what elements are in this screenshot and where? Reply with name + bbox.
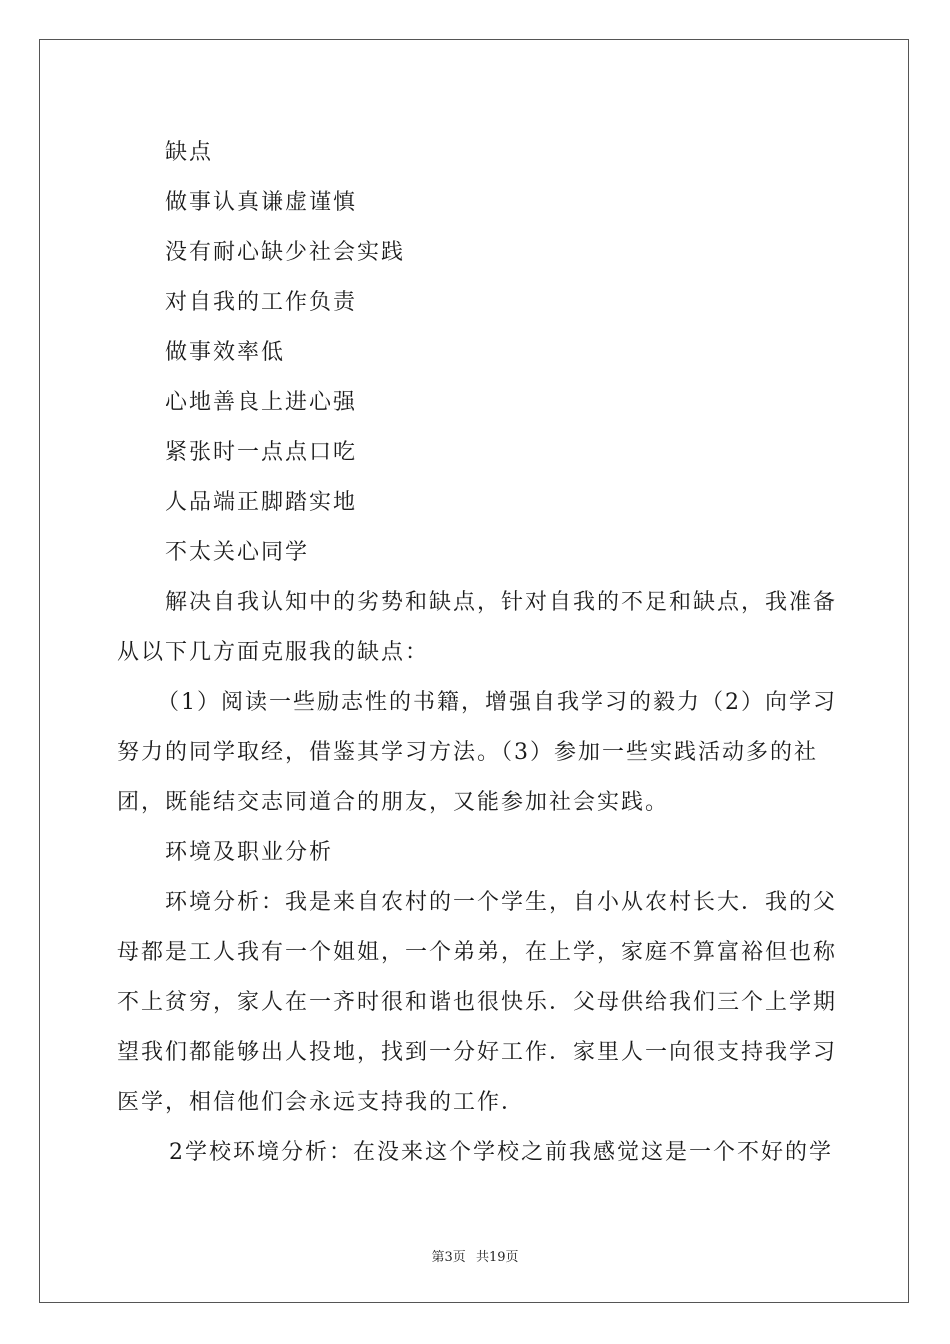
- page-number: 第3页: [431, 1250, 466, 1265]
- text-line: 对自我的工作负责: [165, 290, 358, 315]
- paragraph-line: 努力的同学取经，借鉴其学习方法。（3）参加一些实践活动多的社: [117, 740, 818, 765]
- paragraph-line: 母都是工人我有一个姐姐，一个弟弟，在上学，家庭不算富裕但也称: [117, 940, 838, 965]
- text-line: 做事效率低: [165, 340, 286, 365]
- paragraph-line: 团，既能结交志同道合的朋友，又能参加社会实践。: [117, 790, 670, 815]
- paragraph-line: 望我们都能够出人投地，找到一分好工作．家里人一向很支持我学习: [117, 1040, 838, 1065]
- text-line: 不太关心同学: [165, 540, 310, 565]
- page-total: 共19页: [475, 1250, 519, 1265]
- text-line: 做事认真谦虚谨慎: [165, 190, 358, 215]
- text-line: 心地善良上进心强: [165, 390, 358, 415]
- paragraph-line: 医学，相信他们会永远支持我的工作．: [117, 1090, 526, 1115]
- section-heading: 环境及职业分析: [165, 840, 334, 865]
- paragraph-line: 2学校环境分析：在没来这个学校之前我感觉这是一个不好的学: [169, 1140, 833, 1165]
- text-line: 紧张时一点点口吃: [165, 440, 358, 465]
- document-body: [117, 128, 837, 1178]
- text-line: 缺点: [165, 140, 214, 165]
- paragraph-line: 解决自我认知中的劣势和缺点，针对自我的不足和缺点，我准备: [165, 590, 838, 615]
- paragraph-line: 环境分析：我是来自农村的一个学生，自小从农村长大．我的父: [165, 890, 838, 915]
- text-line: 人品端正脚踏实地: [165, 490, 358, 515]
- paragraph-line: （1）阅读一些励志性的书籍，增强自我学习的毅力（2）向学习: [157, 690, 837, 715]
- page-footer: [0, 1246, 950, 1265]
- paragraph-line: 从以下几方面克服我的缺点：: [117, 640, 430, 665]
- paragraph-line: 不上贫穷，家人在一齐时很和谐也很快乐．父母供给我们三个上学期: [117, 990, 838, 1015]
- text-line: 没有耐心缺少社会实践: [165, 240, 406, 265]
